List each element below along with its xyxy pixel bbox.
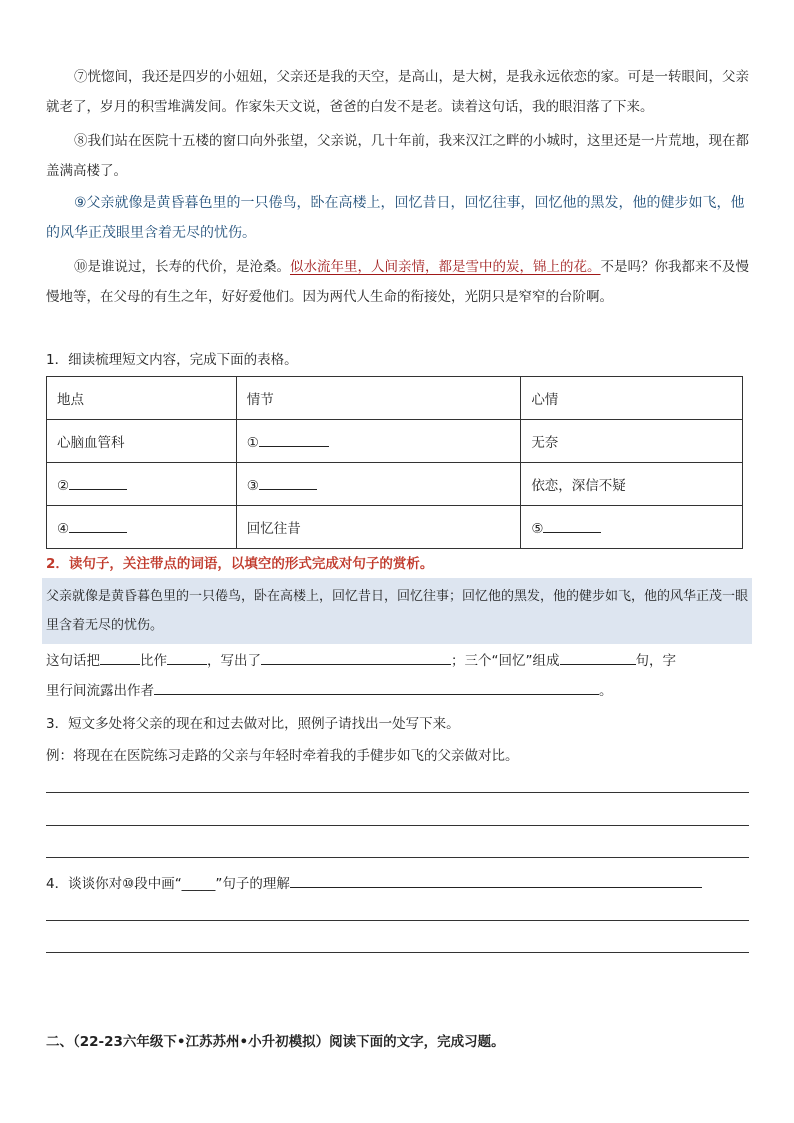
quoted-sentence: 父亲就像是黄昏暮色里的一只倦鸟，卧在高楼上，回忆昔日，回忆往事；回忆他的黑发，他的健步如飞，他的风华正茂一眼里含着无尽的忧伤。 bbox=[46, 589, 749, 633]
paragraph-10-tail: 不是吗？你我都来不及慢慢地等，在父母的有生之年，好好爱他们。因为两代人生命的衔接处，光阴只是窄窄的台阶啊。 bbox=[46, 259, 749, 305]
answer-blank[interactable] bbox=[259, 475, 317, 490]
answer-table bbox=[46, 376, 743, 549]
table-cell[interactable]: ④ bbox=[47, 506, 237, 549]
table-cell: 无奈 bbox=[521, 420, 743, 463]
answer-line[interactable] bbox=[46, 857, 749, 858]
table-cell[interactable]: ⑤ bbox=[521, 506, 743, 549]
answer-blank[interactable] bbox=[167, 650, 207, 665]
table-cell: 心脑血管科 bbox=[47, 420, 237, 463]
answer-blank[interactable] bbox=[259, 432, 329, 447]
answer-line[interactable] bbox=[46, 920, 749, 921]
answer-line[interactable] bbox=[46, 792, 749, 793]
underlined-sentence: 似水流年里，人间亲情，都是雪中的炭，锦上的花。 bbox=[290, 259, 601, 275]
table-header-cell: 情节 bbox=[236, 377, 521, 420]
paragraph-7: ⑦恍惚间，我还是四岁的小妞妞，父亲还是我的天空，是高山，是大树，是我永远依恋的家。可是一转眼间，父亲就老了，岁月的积雪堆满发间。作家朱天文说，爸爸的白发不是老。读着这句话，我的眼泪落了下来。 bbox=[46, 69, 749, 115]
paragraph-10 bbox=[46, 252, 754, 312]
question-2-fill-line-2: 里行间流露出作者 。 bbox=[46, 680, 613, 702]
answer-blank[interactable] bbox=[154, 680, 599, 695]
question-2-fill-line-1: 这句话把 比作 ，写出了 ；三个“回忆”组成 句，字 bbox=[46, 650, 676, 672]
table-row bbox=[47, 506, 743, 549]
table-header-cell: 地点 bbox=[47, 377, 237, 420]
answer-blank[interactable] bbox=[543, 518, 601, 533]
answer-blank[interactable] bbox=[100, 650, 140, 665]
table-cell[interactable]: ③ bbox=[236, 463, 521, 506]
answer-blank[interactable] bbox=[560, 650, 636, 665]
question-1-title: 1．细读梳理短文内容，完成下面的表格。 bbox=[46, 352, 298, 368]
table-row bbox=[47, 463, 743, 506]
question-3-example: 例：将现在在医院练习走路的父亲与年轻时牵着我的手健步如飞的父亲做对比。 bbox=[46, 748, 519, 764]
question-4-line bbox=[46, 873, 702, 895]
question-2-title: 2．读句子，关注带点的词语，以填空的形式完成对句子的赏析。 bbox=[46, 556, 434, 572]
answer-line[interactable] bbox=[46, 952, 749, 953]
question-4-title: 4．谈谈你对⑩段中画“_____”句子的理解 bbox=[46, 876, 290, 892]
table-cell: 回忆往昔 bbox=[236, 506, 521, 549]
answer-blank[interactable] bbox=[69, 475, 127, 490]
paragraph-8: ⑧我们站在医院十五楼的窗口向外张望，父亲说，几十年前，我来汉江之畔的小城时，这里还是一片荒地，现在都盖满高楼了。 bbox=[46, 133, 749, 179]
table-header-cell: 心情 bbox=[521, 377, 743, 420]
table-cell[interactable]: ② bbox=[47, 463, 237, 506]
section-2-heading: 二、（22-23六年级下•江苏苏州•小升初模拟）阅读下面的文字，完成习题。 bbox=[46, 1034, 505, 1050]
paragraph-9: ⑨父亲就像是黄昏暮色里的一只倦鸟，卧在高楼上，回忆昔日，回忆往事，回忆他的黑发，他的健步如飞，他的风华正茂眼里含着无尽的忧伤。 bbox=[46, 195, 745, 241]
table-cell: 依恋，深信不疑 bbox=[521, 463, 743, 506]
answer-blank[interactable] bbox=[69, 518, 127, 533]
table-header-row bbox=[47, 377, 743, 420]
table-row bbox=[47, 420, 743, 463]
paragraph-10-lead: ⑩是谁说过，长寿的代价，是沧桑。 bbox=[74, 259, 290, 275]
table-cell[interactable]: ① bbox=[236, 420, 521, 463]
answer-blank[interactable] bbox=[261, 650, 451, 665]
answer-blank[interactable] bbox=[290, 873, 702, 888]
question-3-title: 3．短文多处将父亲的现在和过去做对比，照例子请找出一处写下来。 bbox=[46, 716, 460, 732]
answer-line[interactable] bbox=[46, 825, 749, 826]
